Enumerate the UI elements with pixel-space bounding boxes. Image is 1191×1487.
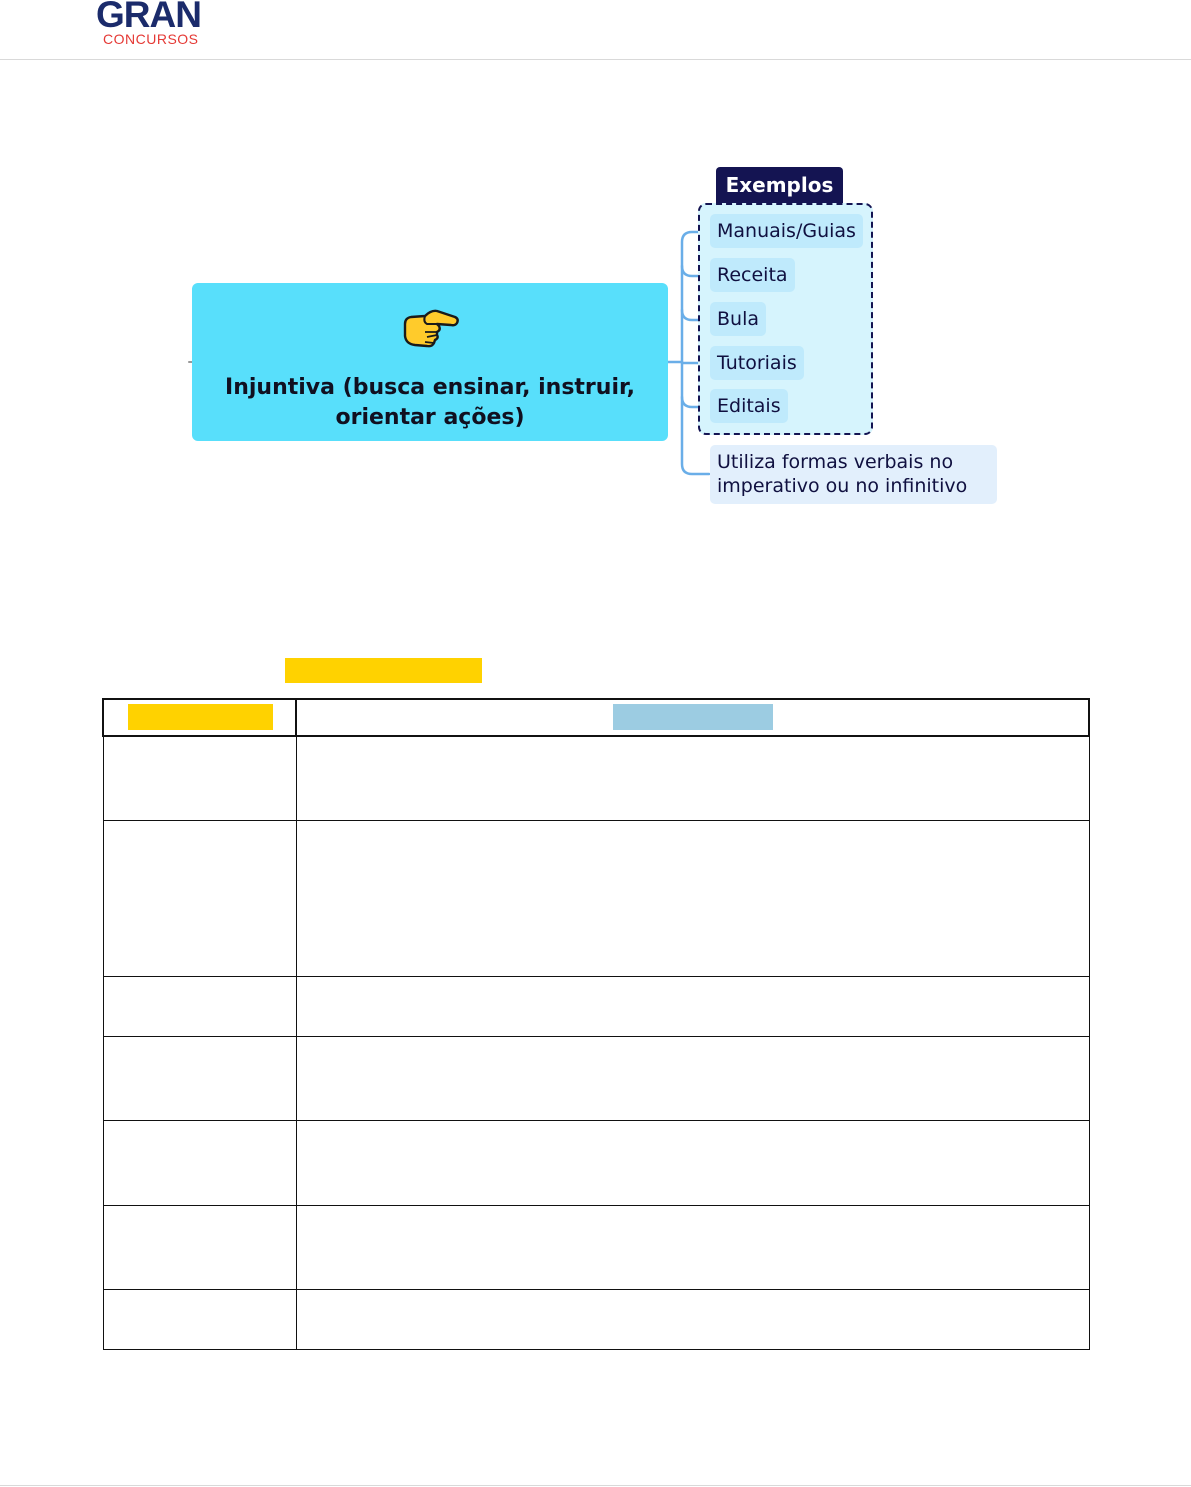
table-cell: [103, 1205, 296, 1289]
table-cell: [103, 1036, 296, 1120]
highlight-bar: [285, 658, 482, 683]
table-row: [103, 976, 1089, 1036]
table-header-cell: [296, 699, 1089, 736]
content-table: [102, 698, 1090, 1350]
main-topic-label: Injuntiva (busca ensinar, instruir, orientar ações): [225, 375, 635, 430]
table-row: [103, 1289, 1089, 1349]
table-cell: [296, 1205, 1089, 1289]
example-item: Editais: [710, 389, 788, 423]
table-row: [103, 820, 1089, 976]
table-cell: [103, 820, 296, 976]
mind-map: [0, 0, 1191, 560]
table-cell: [103, 1289, 296, 1349]
examples-tag: Exemplos: [716, 167, 843, 203]
gran-logo: GRAN: [96, 0, 201, 35]
table-cell: [296, 820, 1089, 976]
table-cell: [296, 976, 1089, 1036]
table-cell: [103, 976, 296, 1036]
footer-divider: [0, 1485, 1191, 1486]
header-highlight-yellow: [128, 704, 273, 730]
example-item: Bula: [710, 302, 766, 336]
table-row: [103, 1205, 1089, 1289]
table-header-cell: [103, 699, 296, 736]
example-item: Manuais/Guias: [710, 214, 863, 248]
example-item: Receita: [710, 258, 795, 292]
pointing-hand-icon: [401, 302, 461, 350]
table-cell: [103, 1120, 296, 1205]
table-row: [103, 1120, 1089, 1205]
table-row: [103, 1036, 1089, 1120]
table-row: [103, 736, 1089, 820]
example-item: Tutoriais: [710, 346, 804, 380]
table-cell: [296, 736, 1089, 820]
verb-forms-note: Utiliza formas verbais no imperativo ou no infinitivo: [710, 445, 997, 504]
table-header-row: [103, 699, 1089, 736]
mind-map-connectors: [0, 0, 1191, 560]
logo-subtitle: CONCURSOS: [103, 31, 199, 47]
table-cell: [296, 1289, 1089, 1349]
table-cell: [296, 1120, 1089, 1205]
header-highlight-blue: [613, 704, 773, 730]
table-cell: [103, 736, 296, 820]
table-cell: [296, 1036, 1089, 1120]
